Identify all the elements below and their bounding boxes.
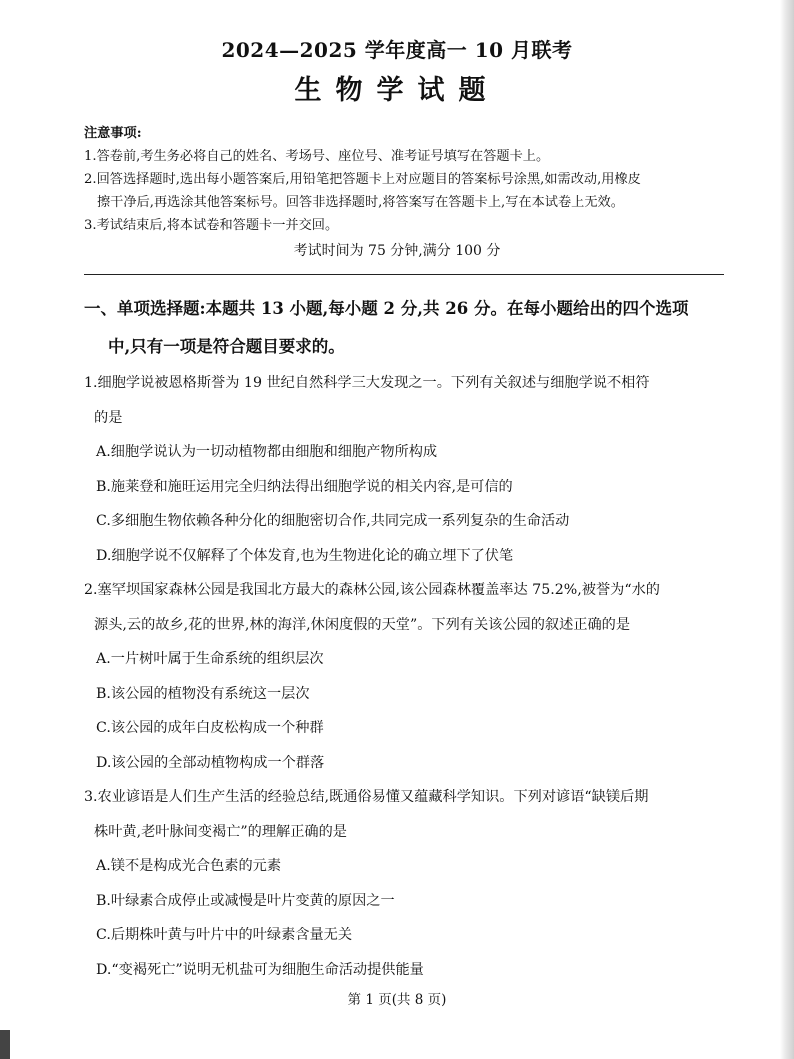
- exam-time-info: 考试时间为 75 分钟,满分 100 分: [293, 243, 501, 259]
- notices-heading: 注意事项:: [84, 126, 142, 141]
- subject-title: 生物学试题: [294, 75, 500, 106]
- notice-item: 2.回答选择题时,选出每小题答案后,用铅笔把答题卡上对应题目的答案标号涂黑,如需改动,用橡皮: [84, 172, 641, 187]
- divider-line: [84, 274, 724, 275]
- question-3: [84, 780, 724, 987]
- option-c: C.该公园的成年白皮松构成一个种群: [96, 720, 324, 736]
- scan-mark: [0, 1030, 10, 1059]
- option-a: A.一片树叶属于生命系统的组织层次: [96, 651, 324, 667]
- option-b: B.施莱登和施旺运用完全归纳法得出细胞学说的相关内容,是可信的: [96, 478, 513, 495]
- notice-item: 1.答卷前,考生务必将自己的姓名、考场号、座位号、准考证号填写在答题卡上。: [84, 149, 550, 164]
- option-d: D.细胞学说不仅解释了个体发育,也为生物进化论的确立埋下了伏笔: [96, 547, 514, 564]
- page-number: 第 1 页(共 8 页): [347, 992, 447, 1008]
- questions-list: [84, 366, 724, 987]
- option-d: D.该公园的全部动植物构成一个群落: [96, 754, 325, 771]
- page-edge-shadow: [780, 0, 794, 1059]
- question-stem: 1.细胞学说被恩格斯誉为 19 世纪自然科学三大发现之一。下列有关叙述与细胞学说不相符: [84, 375, 650, 391]
- notice-item: 3.考试结束后,将本试卷和答题卡一并交回。: [84, 218, 339, 233]
- option-a: A.镁不是构成光合色素的元素: [96, 858, 282, 874]
- section-heading-line: 一、单项选择题:本题共 13 小题,每小题 2 分,共 26 分。在每小题给出的四个选项: [84, 299, 689, 318]
- option-b: B.该公园的植物没有系统这一层次: [96, 685, 310, 702]
- question-1: [84, 366, 724, 573]
- option-c: C.多细胞生物依赖各种分化的细胞密切合作,共同完成一系列复杂的生命活动: [96, 513, 570, 529]
- exam-title: 2024—2025 学年度高一 10 月联考: [221, 38, 573, 62]
- option-c: C.后期株叶黄与叶片中的叶绿素含量无关: [96, 927, 353, 943]
- question-stem: 的是: [94, 409, 123, 426]
- question-2: [84, 573, 724, 780]
- section-heading: [84, 290, 724, 366]
- notice-item: 擦干净后,再选涂其他答案标号。回答非选择题时,将答案写在答题卡上,写在本试卷上无效。: [97, 195, 624, 210]
- question-stem: 株叶黄,老叶脉间变褐亡”的理解正确的是: [94, 823, 347, 840]
- option-d: D.“变褐死亡”说明无机盐可为细胞生命活动提供能量: [96, 961, 424, 978]
- question-stem: 源头,云的故乡,花的世界,林的海洋,休闲度假的天堂”。下列有关该公园的叙述正确的是: [94, 616, 631, 633]
- notices-block: [84, 122, 724, 237]
- question-stem: 2.塞罕坝国家森林公园是我国北方最大的森林公园,该公园森林覆盖率达 75.2%,被誉为“水的: [84, 582, 660, 598]
- section-heading-line: 中,只有一项是符合题目要求的。: [108, 337, 345, 356]
- question-stem: 3.农业谚语是人们生产生活的经验总结,既通俗易懂又蕴藏科学知识。下列对谚语“缺镁后期: [84, 789, 649, 805]
- option-a: A.细胞学说认为一切动植物都由细胞和细胞产物所构成: [96, 444, 438, 460]
- option-b: B.叶绿素合成停止或减慢是叶片变黄的原因之一: [96, 892, 395, 909]
